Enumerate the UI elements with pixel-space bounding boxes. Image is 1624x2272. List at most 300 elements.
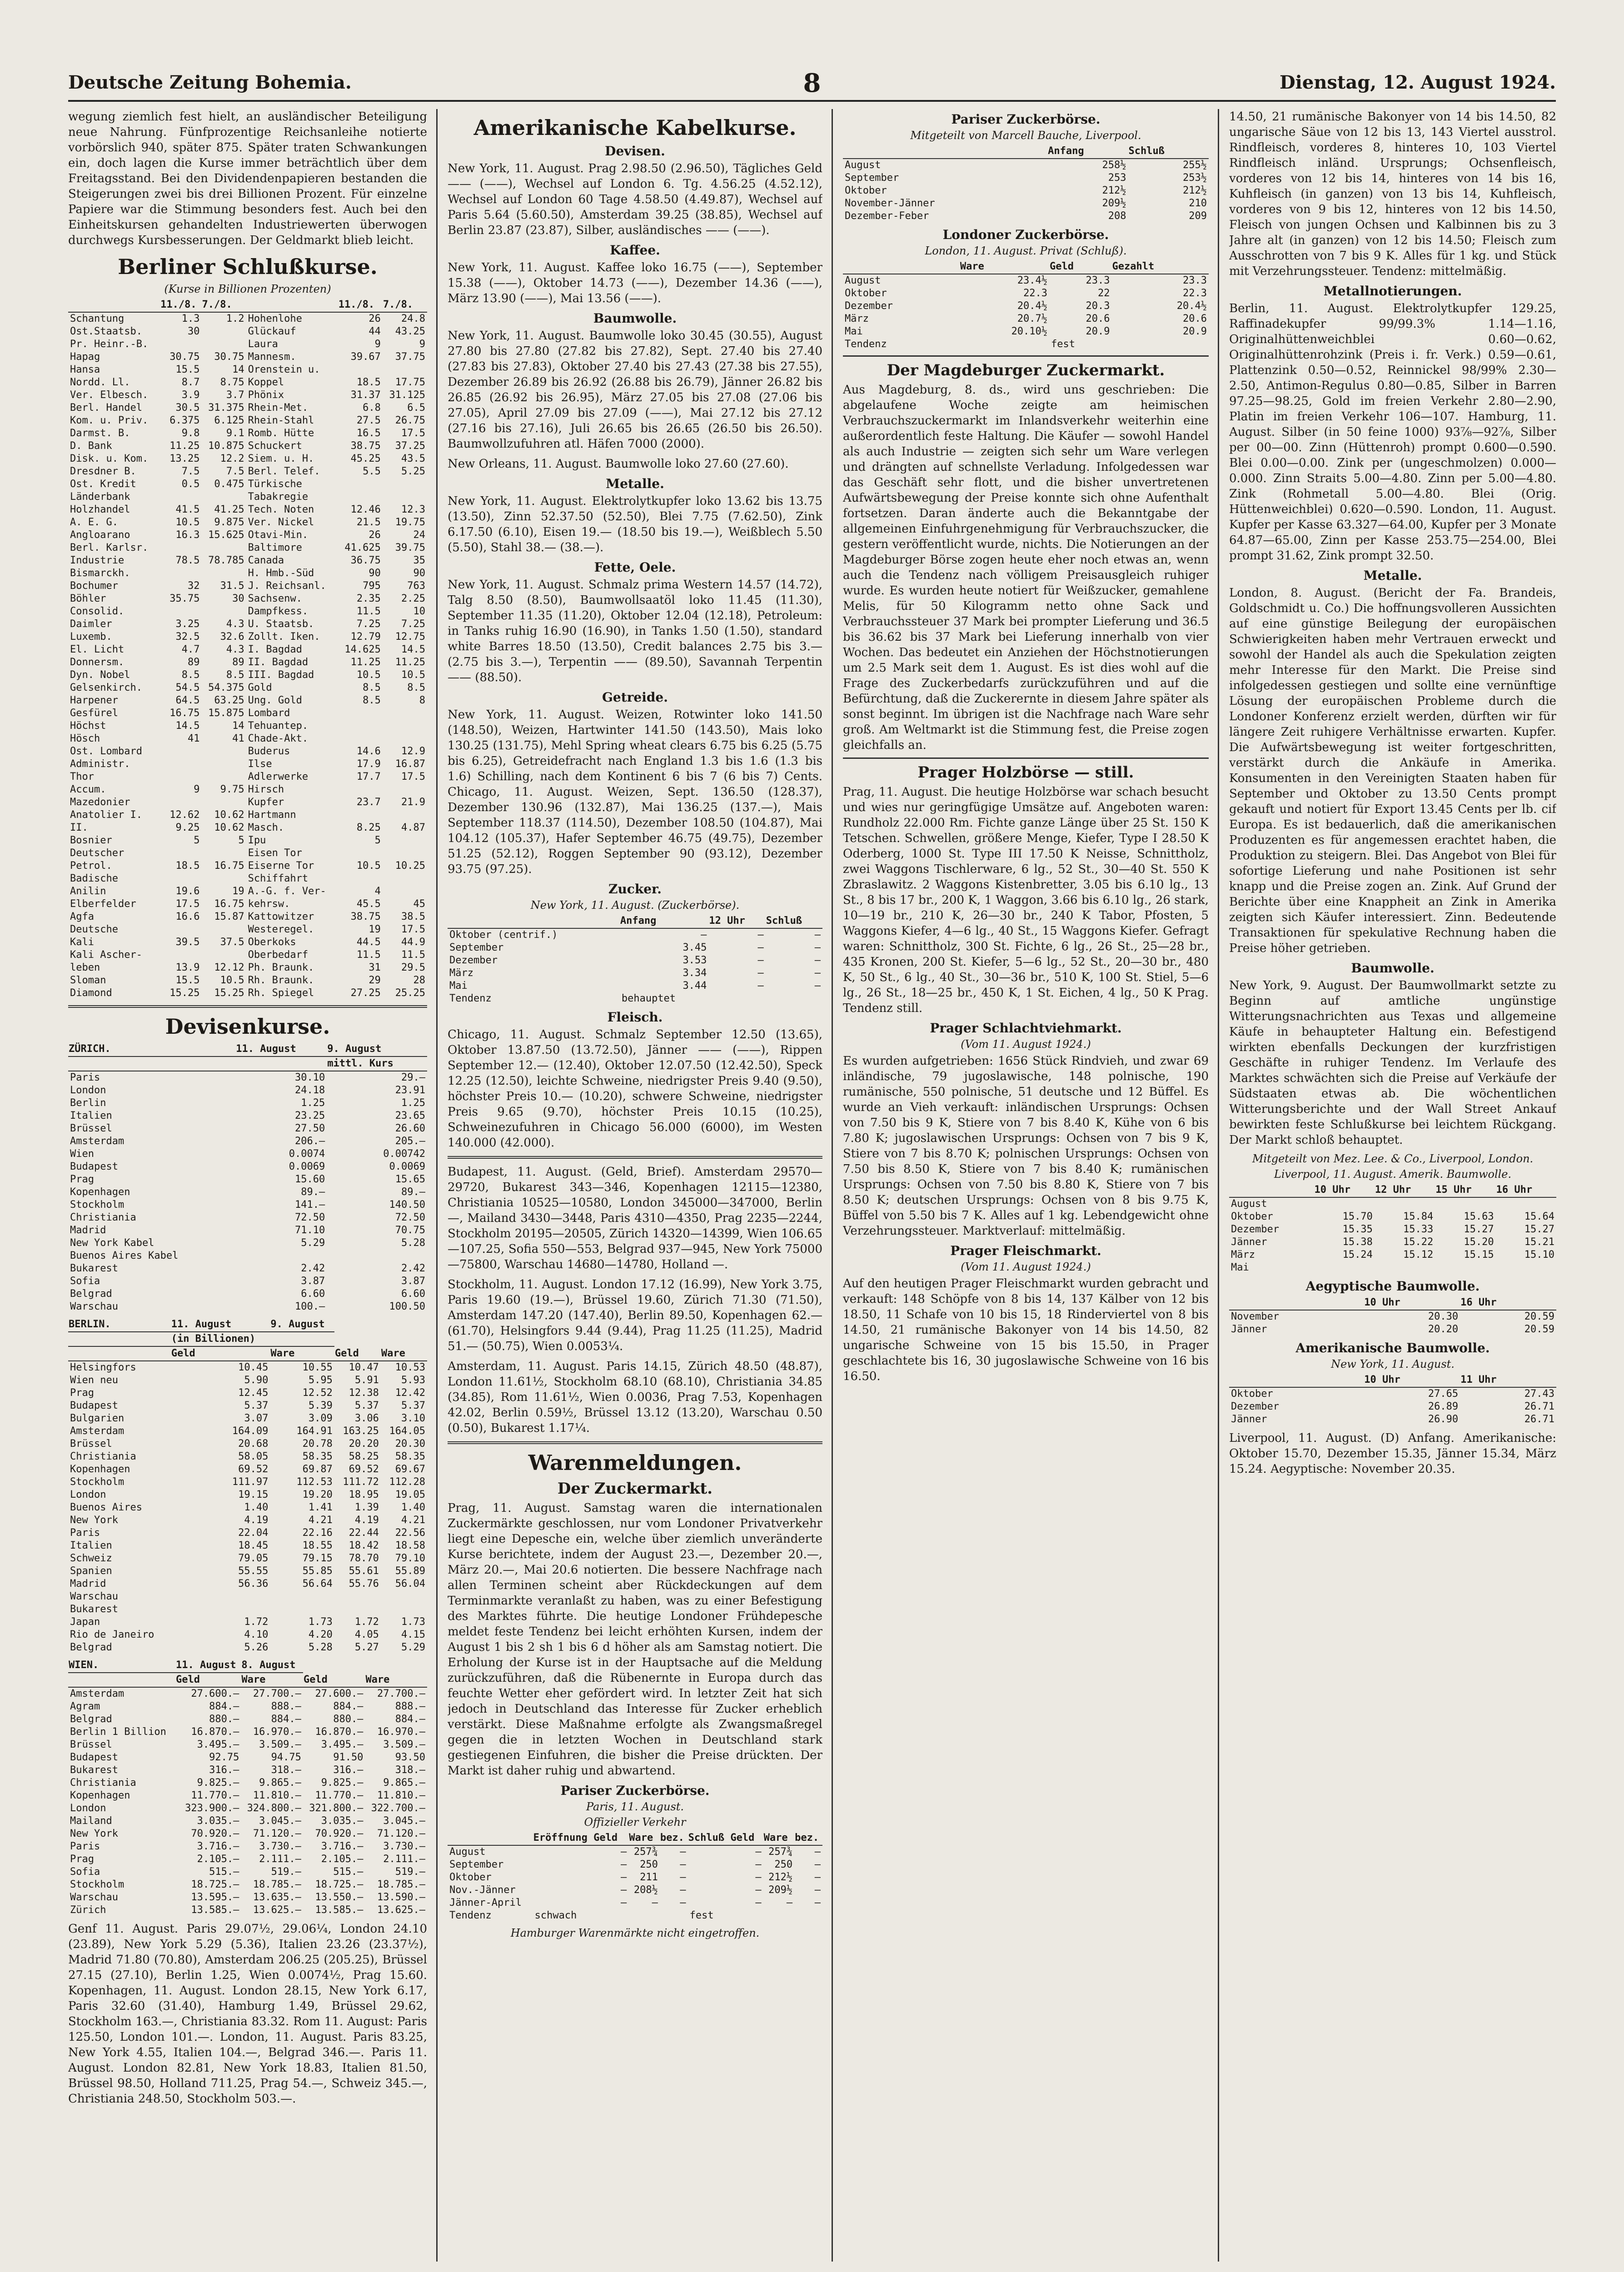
- table-cell: 13.595.—: [191, 1892, 239, 1903]
- table-cell: 316.—: [333, 1764, 364, 1776]
- table-cell: 257¾: [768, 1846, 793, 1858]
- table-row: [68, 1514, 427, 1527]
- table-cell: [338, 478, 383, 491]
- table-cell: 20.10½: [1011, 326, 1048, 337]
- table-cell: 18.725.—: [191, 1879, 239, 1890]
- table-row: [68, 872, 427, 885]
- table-cell: August: [449, 1846, 486, 1858]
- table-cell: 69.52: [238, 1464, 269, 1475]
- column-header: Gezahlt: [1112, 260, 1209, 274]
- table-cell: 763: [407, 580, 425, 592]
- table-cell: 11.25: [169, 440, 200, 452]
- table-row: [68, 1828, 427, 1840]
- table-cell: Zürich: [70, 1904, 106, 1916]
- table-cell: —: [757, 980, 764, 992]
- table-cell: Buenos Aires: [70, 1502, 142, 1513]
- table-cell: London: [70, 1489, 106, 1500]
- table-cell: 30.10: [294, 1072, 325, 1083]
- table-cell: 111.72: [343, 1476, 379, 1488]
- table-cell: Warschau: [70, 1892, 118, 1903]
- table-cell: 78.70: [349, 1553, 379, 1564]
- table-cell: 26.90: [1428, 1414, 1459, 1425]
- table-cell: 5.37: [401, 1400, 425, 1411]
- table-cell: 14.6: [356, 746, 381, 757]
- table-cell: 11.5: [356, 949, 381, 961]
- table-cell: Christiania: [70, 1212, 136, 1223]
- table-row: [68, 1463, 427, 1476]
- table-cell: 209½: [1102, 198, 1126, 209]
- table-cell: —: [755, 1897, 762, 1908]
- table-row: [68, 1250, 427, 1262]
- table-cell: Hohenlohe: [248, 313, 302, 324]
- table-cell: Deutsche: [70, 924, 118, 935]
- table-cell: 20.3: [1086, 300, 1110, 312]
- table-cell: Eiserne Tor: [248, 860, 314, 872]
- column-header: 11. August: [171, 1318, 270, 1332]
- berlin-schlusskurse-subtitle: (Kurse in Billionen Prozenten): [164, 283, 331, 295]
- table-cell: 3.035.—: [321, 1815, 364, 1827]
- divider: [448, 1156, 822, 1159]
- liverpool-table: [1229, 1183, 1556, 1274]
- table-cell: 5.29: [401, 1642, 425, 1653]
- table-row: [68, 529, 427, 542]
- table-cell: Chade-Akt.: [248, 733, 309, 744]
- table-cell: Luxemb.: [70, 631, 112, 643]
- table-cell: 23.25: [294, 1110, 325, 1121]
- table-cell: fest: [1051, 339, 1076, 350]
- baumwolle-paragraph: New York, 11. August. Baumwolle loko 30.45 (30.55), August 27.80 bis 27.80 (27.82 bis 27.82), Sept. 27.40 bis 27.40 (27.83 bis 27.83), Oktober 27.40 bis 27.43 (27.38 bis 27.55), Dezember 26.89 bis 26.92 (26.88 bis 26.79), Jänner 26.82 bis 26.85 (26.92 bis 26.95), März 27.05 bis 27.08 (27.06 bis 27.05), April 27.09 bis 27.09 (——), Mai 27.12 bis 27.12 (27.16 bis 27.16), Juli 26.65 bis 26.65 (26.50 bis 26.50). Baumwollzufuhren atl. Häfen 7000 (2000).: [448, 329, 822, 451]
- table-cell: 15.33: [1403, 1224, 1434, 1235]
- table-cell: 58.35: [395, 1451, 425, 1462]
- table-cell: 90: [369, 568, 381, 579]
- table-cell: 89.—: [301, 1186, 325, 1198]
- table-cell: November: [1231, 1311, 1279, 1322]
- table-cell: 5.26: [244, 1642, 269, 1653]
- table-cell: D. Bank: [70, 440, 112, 452]
- table-cell: —: [757, 955, 764, 966]
- table-cell: [270, 1603, 334, 1616]
- table-cell: 212½: [1102, 185, 1126, 196]
- table-cell: —: [757, 929, 764, 941]
- table-cell: Kopenhagen: [70, 1790, 130, 1801]
- table-cell: 91.50: [333, 1752, 364, 1763]
- table-cell: 15.10: [1524, 1249, 1554, 1261]
- table-cell: Oktober: [845, 185, 887, 196]
- column-header: ZÜRICH.: [68, 1042, 235, 1056]
- table-cell: Pr. Heinr.-B.: [70, 339, 149, 350]
- table-cell: Hirsch: [248, 784, 284, 795]
- table-cell: 884.—: [209, 1701, 239, 1712]
- table-cell: 18.5: [356, 377, 381, 388]
- table-cell: 45: [413, 898, 425, 910]
- table-cell: 43.5: [401, 453, 425, 464]
- table-cell: [201, 923, 246, 936]
- table-cell: Badische: [70, 873, 118, 884]
- table-cell: 55.61: [349, 1565, 379, 1577]
- table-cell: Donnersm.: [70, 657, 125, 668]
- table-cell: Romb. Hütte: [248, 428, 314, 439]
- table-cell: [160, 605, 201, 618]
- table-cell: Gold: [248, 682, 272, 693]
- column-header: 11. August: [175, 1659, 241, 1673]
- pariser-table: [843, 144, 1209, 223]
- table-cell: 23.3: [1086, 275, 1110, 286]
- table-header-row: [68, 298, 427, 312]
- table-row: [68, 1815, 427, 1828]
- table-cell: 38.75: [350, 911, 381, 922]
- table-cell: Hansa: [70, 364, 100, 375]
- table-cell: Hösch: [70, 733, 100, 744]
- table-cell: 27.700.—: [377, 1688, 425, 1699]
- table-cell: [381, 1603, 427, 1616]
- table-cell: Bismarckh.: [70, 568, 130, 579]
- table-cell: 10.25: [395, 860, 425, 872]
- table-cell: [338, 732, 383, 745]
- table-cell: Elberfelder: [70, 898, 136, 910]
- column-header: bez.: [794, 1831, 822, 1845]
- table-cell: 27.25: [350, 987, 381, 999]
- table-row: [68, 605, 427, 618]
- table-cell: 5: [238, 835, 244, 846]
- table-cell: Thor: [70, 771, 94, 782]
- table-row: [68, 1450, 427, 1463]
- table-row: [448, 980, 822, 992]
- getreide-heading: Getreide.: [602, 690, 668, 705]
- berlin-devisen-table: [68, 1318, 427, 1654]
- table-cell: Oktober: [1231, 1211, 1273, 1222]
- aegyptische-heading: Aegyptische Baumwolle.: [1305, 1279, 1480, 1294]
- fleischmarkt-paragraph: Auf den heutigen Prager Fleischmarkt wurden gebracht und verkauft: 148 Schöpfe von 8 bis 14, 137 Kälber von 12 bis 18.50, 11 Schafe von 10 bis 15, 18 Rinderviertel von 8 bis 14.50, 21 rumänische Bakonyer von 14 bis 14.50, 82 ungarische Schweine von 15 bis 15.50, in Prager geschlachtete bis 16, 30 jugoslawische Schweine von 16 bis 16.50.: [843, 1277, 1209, 1383]
- table-cell: Stockholm: [70, 1879, 125, 1890]
- table-cell: 10.53: [395, 1362, 425, 1373]
- table-cell: 27.700.—: [253, 1688, 301, 1699]
- table-cell: [383, 847, 427, 860]
- table-row: [68, 554, 427, 567]
- table-cell: 163.25: [343, 1425, 379, 1437]
- table-cell: 321.800.—: [309, 1803, 364, 1814]
- table-cell: 92.75: [209, 1752, 239, 1763]
- table-cell: 30: [187, 326, 200, 337]
- baumwolle-heading: Baumwolle.: [1351, 961, 1435, 976]
- table-cell: 100.—: [294, 1301, 325, 1312]
- table-cell: 13.625.—: [377, 1904, 425, 1916]
- table-cell: 15.5: [175, 975, 200, 986]
- table-cell: [201, 491, 246, 503]
- table-cell: 20.9: [1086, 326, 1110, 337]
- divider: [843, 355, 1209, 357]
- table-row: [68, 1552, 427, 1565]
- table-row: [68, 1275, 427, 1288]
- table-cell: Oktober: [1231, 1388, 1273, 1400]
- table-cell: [381, 1590, 427, 1603]
- paris-zucker-table: [448, 1831, 822, 1922]
- table-cell: [235, 1250, 327, 1262]
- table-cell: 0.5: [181, 478, 200, 490]
- table-row: [68, 389, 427, 402]
- table-cell: 94.75: [271, 1752, 301, 1763]
- table-cell: 9.865.—: [259, 1777, 301, 1789]
- column-4: [1229, 109, 1556, 2262]
- column-header: Ware: [960, 260, 1049, 274]
- table-row: [68, 1489, 427, 1501]
- table-row: [68, 771, 427, 783]
- table-cell: 3.509.—: [383, 1739, 425, 1750]
- kaffee-heading: Kaffee.: [610, 243, 660, 258]
- table-cell: [201, 542, 246, 554]
- table-cell: 18.45: [238, 1540, 269, 1551]
- table-cell: 20.4½: [1017, 300, 1048, 312]
- table-cell: —: [814, 967, 821, 979]
- table-cell: Prag: [70, 1387, 94, 1399]
- table-row: [68, 1237, 427, 1250]
- table-row: [68, 1412, 427, 1425]
- table-cell: 2.42: [401, 1263, 425, 1274]
- table-cell: —: [680, 1884, 686, 1896]
- table-cell: Böhler: [70, 593, 106, 604]
- table-cell: 30.5: [175, 402, 200, 414]
- table-row: [68, 1110, 427, 1122]
- table-header-row: [68, 1318, 427, 1332]
- table-cell: 39.5: [175, 937, 200, 948]
- table-cell: 257¾: [633, 1846, 658, 1858]
- table-cell: 13.585.—: [191, 1904, 239, 1916]
- table-cell: 884.—: [395, 1714, 425, 1725]
- wien-table: [68, 1659, 427, 1917]
- table-cell: 16.870.—: [315, 1726, 364, 1738]
- table-cell: New York: [70, 1828, 118, 1839]
- table-cell: 324.800.—: [247, 1803, 301, 1814]
- column-header: [1229, 1296, 1364, 1310]
- table-row: [68, 1789, 427, 1802]
- table-cell: Schuckert: [248, 440, 302, 452]
- table-cell: 10.5: [356, 669, 381, 681]
- table-cell: 56.36: [238, 1578, 269, 1589]
- table-cell: Schweiz: [70, 1553, 112, 1564]
- aegyptische-table: [1229, 1296, 1556, 1336]
- table-row: [68, 911, 427, 923]
- table-cell: 4.87: [401, 822, 425, 833]
- table-cell: 13.585.—: [315, 1904, 364, 1916]
- table-cell: 5.90: [244, 1375, 269, 1386]
- table-cell: 7.25: [356, 618, 381, 630]
- table-cell: 20.78: [302, 1438, 333, 1450]
- table-cell: 11.25: [350, 657, 381, 668]
- table-cell: 3.06: [354, 1413, 379, 1424]
- londoner-table: [843, 260, 1209, 351]
- table-row: [68, 465, 427, 478]
- table-row: [68, 1904, 427, 1917]
- column-header: Geld: [303, 1673, 365, 1687]
- table-cell: 15.63: [1464, 1211, 1494, 1222]
- column-header: 9. August: [270, 1318, 334, 1332]
- table-cell: [338, 707, 383, 720]
- table-cell: 58.35: [302, 1451, 333, 1462]
- table-cell: [1496, 1261, 1556, 1274]
- table-cell: Berlin: [70, 1097, 106, 1109]
- table-cell: Holzhandel: [70, 504, 130, 515]
- table-cell: New York Kabel: [70, 1237, 154, 1249]
- table-row: [68, 1161, 427, 1173]
- table-cell: Otavi-Min.: [248, 529, 309, 541]
- table-cell: [160, 491, 201, 503]
- table-cell: 55.76: [349, 1578, 379, 1589]
- table-cell: —: [814, 1872, 821, 1883]
- table-cell: 15.625: [208, 529, 244, 541]
- table-cell: 20.4½: [1176, 300, 1207, 312]
- zucker-table: [448, 914, 822, 1005]
- table-row: [448, 1845, 822, 1858]
- table-cell: 17.75: [395, 377, 425, 388]
- table-cell: H. Hmb.-Süd: [248, 568, 314, 579]
- table-cell: 10.5: [175, 517, 200, 528]
- zurich-subheader: mittl. Kurs: [327, 1056, 427, 1071]
- table-cell: —: [814, 980, 821, 992]
- table-cell: Phönix: [248, 389, 284, 401]
- table-row: [68, 1224, 427, 1237]
- table-cell: Ung. Gold: [248, 695, 302, 706]
- table-row: [68, 1739, 427, 1751]
- table-cell: Helsingfors: [70, 1362, 136, 1373]
- table-row: [68, 1777, 427, 1789]
- table-cell: 8.25: [356, 822, 381, 833]
- table-row: [68, 618, 427, 631]
- table-row: [68, 962, 427, 974]
- table-cell: 112.53: [296, 1476, 333, 1488]
- table-cell: 3.09: [308, 1413, 333, 1424]
- table-cell: 17.5: [401, 428, 425, 439]
- table-row: [68, 1288, 427, 1300]
- column-rule: [1218, 109, 1219, 2262]
- table-cell: [628, 1909, 660, 1922]
- table-cell: Diamond: [70, 987, 112, 999]
- table-cell: 20.6: [1183, 313, 1207, 324]
- table-cell: 11.5: [401, 949, 425, 961]
- table-cell: 38.5: [401, 911, 425, 922]
- table-header-row: [68, 1673, 427, 1687]
- table-cell: Rio de Janeiro: [70, 1629, 154, 1640]
- table-cell: [270, 1590, 334, 1603]
- table-cell: 22.3: [1023, 288, 1048, 299]
- table-cell: 22: [1098, 288, 1110, 299]
- table-cell: 208: [1108, 210, 1126, 222]
- table-cell: fest: [689, 1910, 714, 1921]
- table-cell: Berl. Telef.: [248, 466, 320, 477]
- table-cell: —: [786, 1897, 793, 1908]
- table-row: [68, 1853, 427, 1866]
- table-row: [68, 402, 427, 414]
- table-cell: 1.72: [244, 1616, 269, 1628]
- table-row: [68, 440, 427, 453]
- table-cell: 93.50: [395, 1752, 425, 1763]
- table-cell: August: [845, 159, 881, 171]
- zuckermarkt-paragraph: Prag, 11. August. Samstag waren die internationalen Zuckermärkte geschlossen, nur vom Londoner Privatverkehr liegt eine Depesche ein, welche über ziemlich unveränderte Kurse berichtete, indem der August 23.—, Dezember 20.—, März 20.—, Mai 20.6 notierten. Die bessere Nachfrage nach allen Terminen scheint aber Rückdeckungen auf dem Terminmarkte veranlaßt zu haben, was zu einer Befestigung des Marktes führte. Die heutige Londoner Frühdepesche meldet feste Tendenz bei leicht erhöhten Kursen, indem der August 1 bis 2 sh 1 bis 6 d höher als am Samstag notiert. Die Erholung der Kurse ist in der Hauptsache auf die Meldung zurückzuführen, daß die Rübenernte in Europa durch das feuchte Wetter eher gefördert wird. In letzter Zeit hat sich jedoch in Deutschland das Interesse für Zucker erheblich verstärkt. Diese Maßnahme erfolgte als Zwangsmaßregel gegen die in letzten Wochen in Deutschland stark gestiegenen Einfuhren, die bisher die Preise drückten. Der Markt ist daher ruhig und abwartend.: [448, 1501, 822, 1778]
- table-cell: 1.25: [301, 1097, 325, 1109]
- table-row: [68, 567, 427, 580]
- table-row: [68, 923, 427, 936]
- table-cell: 23.4½: [1017, 275, 1048, 286]
- table-row: [448, 967, 822, 980]
- holzboerse-heading: Prager Holzbörse — still.: [917, 763, 1134, 782]
- table-cell: Warschau: [70, 1591, 118, 1602]
- table-cell: Buenos Aires Kabel: [70, 1250, 179, 1261]
- table-cell: 111.97: [232, 1476, 269, 1488]
- table-cell: Industrie: [70, 555, 125, 566]
- table-cell: [383, 478, 427, 491]
- table-cell: 69.87: [302, 1464, 333, 1475]
- table-cell: 20.20: [349, 1438, 379, 1450]
- londoner-subtitle: London, 11. August. Privat (Schluß).: [925, 244, 1127, 257]
- table-cell: 5.93: [401, 1375, 425, 1386]
- table-cell: 5.95: [308, 1375, 333, 1386]
- table-row: [68, 1186, 427, 1199]
- table-cell: Prag: [70, 1174, 94, 1185]
- table-row: [68, 1726, 427, 1739]
- table-cell: 41.5: [175, 504, 200, 515]
- metallnotierungen-heading: Metallnotierungen.: [1323, 284, 1462, 299]
- table-header-row: [68, 1042, 427, 1056]
- table-cell: Mazedonier: [70, 797, 130, 808]
- table-cell: 5.91: [354, 1375, 379, 1386]
- table-cell: [201, 605, 246, 618]
- table-cell: [201, 338, 246, 351]
- table-cell: 9.825.—: [197, 1777, 239, 1789]
- table-cell: 6.8: [363, 402, 381, 414]
- table-row: [68, 338, 427, 351]
- table-cell: —: [621, 1846, 627, 1858]
- column-header: 11 Uhr: [1460, 1373, 1556, 1387]
- table-cell: 10.5: [356, 860, 381, 872]
- paris-subtitle: Paris, 11. August.: [586, 1800, 684, 1813]
- table-cell: 32.5: [175, 631, 200, 643]
- table-row: [68, 1438, 427, 1450]
- table-cell: 3.87: [401, 1276, 425, 1287]
- table-cell: 20.20: [1428, 1324, 1459, 1335]
- warenmeldungen-title: Warenmeldungen.: [528, 1450, 742, 1475]
- berlin-schlusskurse-title: Berliner Schlußkurse.: [118, 254, 378, 279]
- table-cell: Türkische: [248, 478, 302, 490]
- table-cell: 3.25: [175, 618, 200, 630]
- table-row: [68, 1700, 427, 1713]
- table-cell: [383, 834, 427, 847]
- table-cell: 89: [232, 657, 244, 668]
- table-row: [68, 1540, 427, 1552]
- table-cell: [763, 1909, 795, 1922]
- table-row: [68, 1148, 427, 1161]
- table-cell: Mannesm.: [248, 351, 296, 363]
- amerikanische-table: [1229, 1373, 1556, 1426]
- table-cell: 23.7: [356, 797, 381, 808]
- table-cell: 4: [374, 886, 381, 897]
- table-cell: Bukarest: [70, 1604, 118, 1615]
- table-row: [68, 885, 427, 898]
- table-cell: 41.25: [214, 504, 244, 515]
- table-cell: [171, 1590, 270, 1603]
- table-cell: Ipu: [248, 835, 266, 846]
- table-cell: 29.—: [401, 1072, 425, 1083]
- table-cell: 13.635.—: [253, 1892, 301, 1903]
- table-cell: 515.—: [333, 1866, 364, 1878]
- table-cell: 3.44: [682, 980, 707, 992]
- table-cell: Belgrad: [70, 1288, 112, 1300]
- table-cell: 4.05: [354, 1629, 379, 1640]
- table-header-row: [448, 1831, 822, 1845]
- table-cell: 31.125: [389, 389, 425, 401]
- table-cell: Masch.: [248, 822, 284, 833]
- budapest-paragraph: Budapest, 11. August. (Geld, Brief). Amsterdam 29570—29720, Bukarest 343—346, Kopenhagen 12115—12380, Christiania 10525—10580, London 345000—347000, Berlin —, Mailand 3430—3448, Paris 4310—4350, Prag 2235—2244, Stockholm 20195—20505, Zürich 14320—14399, Wien 106.65—107.25, Sofia 550—553, Belgrad 937—945, New York 75000—75800, Warschau 14680—14780, Holland —.: [448, 1165, 822, 1271]
- table-cell: 24.18: [294, 1085, 325, 1096]
- table-cell: Ost. Kredit: [70, 478, 136, 490]
- liverpool-subtitle: Liverpool, 11. August. Amerik. Baumwolle.: [1274, 1168, 1512, 1181]
